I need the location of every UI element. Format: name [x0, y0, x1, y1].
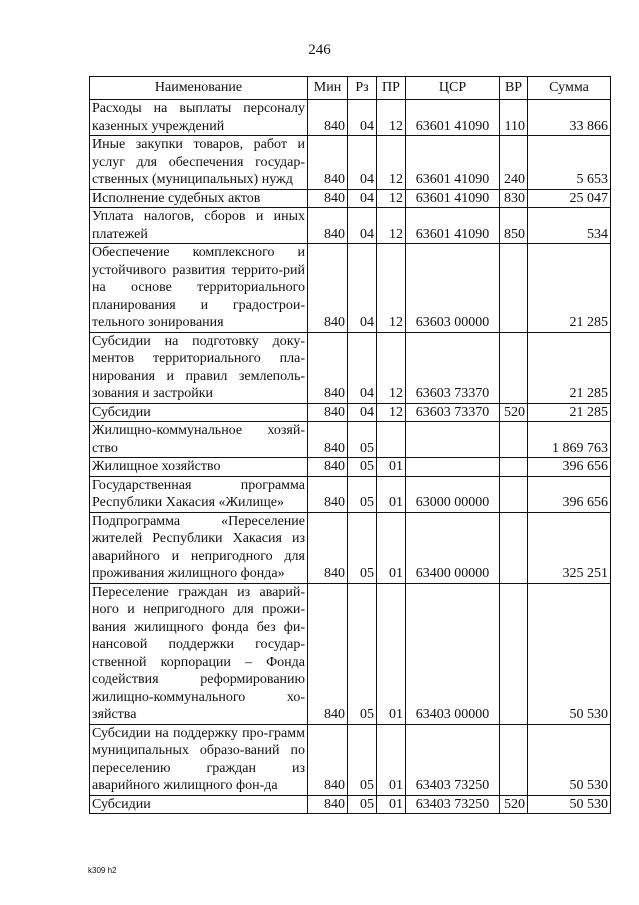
row-pr: 01	[377, 476, 406, 512]
row-csr: 63400 00000	[406, 512, 500, 583]
row-pr: 12	[377, 244, 406, 333]
row-pr: 01	[377, 458, 406, 477]
row-pr	[377, 422, 406, 458]
header-min: Мин	[308, 77, 348, 100]
header-name: Наименование	[90, 77, 308, 100]
row-min: 840	[308, 422, 348, 458]
row-pr: 12	[377, 208, 406, 244]
row-min: 840	[308, 100, 348, 136]
row-min: 840	[308, 724, 348, 795]
row-rz: 04	[348, 208, 377, 244]
row-name: Иные закупки товаров, работ и услуг для обеспечения государ-ственных (муниципальных) нужд	[90, 136, 308, 190]
row-rz: 05	[348, 795, 377, 814]
row-min: 840	[308, 403, 348, 422]
row-vr: 850	[500, 208, 528, 244]
row-vr	[500, 332, 528, 403]
row-vr	[500, 512, 528, 583]
page-number: 246	[308, 42, 331, 58]
row-vr	[500, 422, 528, 458]
row-pr: 01	[377, 724, 406, 795]
row-pr: 12	[377, 100, 406, 136]
table-row	[90, 422, 611, 458]
row-csr: 63603 73370	[406, 332, 500, 403]
row-rz: 05	[348, 583, 377, 724]
table-row	[90, 100, 611, 136]
row-vr: 520	[500, 403, 528, 422]
row-pr: 12	[377, 189, 406, 208]
row-pr: 12	[377, 332, 406, 403]
row-name: Жилищное хозяйство	[90, 458, 308, 477]
footer-code: k309 h2	[88, 866, 117, 875]
table-row	[90, 795, 611, 814]
header-sum: Сумма	[528, 77, 611, 100]
row-name: Расходы на выплаты персоналу казенных учреждений	[90, 100, 308, 136]
row-rz: 04	[348, 403, 377, 422]
table-header-row	[90, 77, 611, 100]
row-sum: 50 530	[528, 795, 611, 814]
table-row	[90, 208, 611, 244]
row-min: 840	[308, 795, 348, 814]
row-csr: 63601 41090	[406, 208, 500, 244]
row-sum: 396 656	[528, 476, 611, 512]
row-name: Уплата налогов, сборов и иных платежей	[90, 208, 308, 244]
row-sum: 1 869 763	[528, 422, 611, 458]
row-name: Исполнение судебных актов	[90, 189, 308, 208]
row-vr	[500, 724, 528, 795]
row-pr: 01	[377, 512, 406, 583]
row-name: Субсидии	[90, 795, 308, 814]
row-csr	[406, 458, 500, 477]
row-csr: 63601 41090	[406, 136, 500, 190]
row-sum: 21 285	[528, 403, 611, 422]
row-name: Подпрограмма «Переселение жителей Республики Хакасия из аварийного и непригодного для проживания жилищного фонда»	[90, 512, 308, 583]
header-vr: ВР	[500, 77, 528, 100]
row-min: 840	[308, 476, 348, 512]
row-sum: 534	[528, 208, 611, 244]
row-pr: 01	[377, 795, 406, 814]
row-csr: 63601 41090	[406, 189, 500, 208]
row-csr: 63403 73250	[406, 724, 500, 795]
table-row	[90, 476, 611, 512]
row-rz: 05	[348, 422, 377, 458]
row-csr	[406, 422, 500, 458]
row-min: 840	[308, 136, 348, 190]
row-rz: 04	[348, 332, 377, 403]
row-name: Жилищно-коммунальное хозяй-ство	[90, 422, 308, 458]
row-min: 840	[308, 189, 348, 208]
budget-table	[89, 76, 611, 814]
header-pr: ПР	[377, 77, 406, 100]
table-row	[90, 512, 611, 583]
row-vr: 240	[500, 136, 528, 190]
table-row	[90, 583, 611, 724]
row-rz: 04	[348, 189, 377, 208]
row-name: Субсидии на подготовку доку-ментов территориального пла-нирования и правил землеполь-зования и застройки	[90, 332, 308, 403]
row-sum: 5 653	[528, 136, 611, 190]
row-sum: 50 530	[528, 583, 611, 724]
row-rz: 04	[348, 100, 377, 136]
row-min: 840	[308, 583, 348, 724]
row-vr	[500, 476, 528, 512]
row-sum: 50 530	[528, 724, 611, 795]
row-rz: 04	[348, 136, 377, 190]
row-min: 840	[308, 244, 348, 333]
row-sum: 33 866	[528, 100, 611, 136]
row-min: 840	[308, 332, 348, 403]
row-csr: 63603 73370	[406, 403, 500, 422]
row-sum: 396 656	[528, 458, 611, 477]
row-sum: 25 047	[528, 189, 611, 208]
row-name: Субсидии на поддержку про-грамм муниципальных образо-ваний по переселению граждан из аварийного жилищного фон-да	[90, 724, 308, 795]
row-min: 840	[308, 208, 348, 244]
table-row	[90, 332, 611, 403]
table-row	[90, 244, 611, 333]
row-sum: 325 251	[528, 512, 611, 583]
row-vr: 520	[500, 795, 528, 814]
row-vr	[500, 458, 528, 477]
row-rz: 05	[348, 458, 377, 477]
row-csr: 63403 00000	[406, 583, 500, 724]
row-min: 840	[308, 512, 348, 583]
row-name: Государственная программа Республики Хакасия «Жилище»	[90, 476, 308, 512]
header-csr: ЦСР	[406, 77, 500, 100]
table-row	[90, 403, 611, 422]
row-vr	[500, 583, 528, 724]
row-pr: 01	[377, 583, 406, 724]
row-pr: 12	[377, 136, 406, 190]
table-row	[90, 136, 611, 190]
row-vr	[500, 244, 528, 333]
row-min: 840	[308, 458, 348, 477]
row-vr: 830	[500, 189, 528, 208]
row-pr: 12	[377, 403, 406, 422]
row-rz: 04	[348, 244, 377, 333]
table-row	[90, 458, 611, 477]
table-row	[90, 724, 611, 795]
row-csr: 63603 00000	[406, 244, 500, 333]
row-sum: 21 285	[528, 332, 611, 403]
row-name: Субсидии	[90, 403, 308, 422]
header-rz: Рз	[348, 77, 377, 100]
row-csr: 63601 41090	[406, 100, 500, 136]
table-row	[90, 189, 611, 208]
row-csr: 63403 73250	[406, 795, 500, 814]
row-vr: 110	[500, 100, 528, 136]
row-name: Переселение граждан из аварий-ного и непригодного для прожи-вания жилищного фонда без фи-нансовой поддержки государ-ственной корпорации – Фонда содействия реформированию жилищно-коммунального хо-зяйства	[90, 583, 308, 724]
row-rz: 05	[348, 476, 377, 512]
row-rz: 05	[348, 512, 377, 583]
row-csr: 63000 00000	[406, 476, 500, 512]
row-name: Обеспечение комплексного и устойчивого развития террито-рий на основе территориального планирования и градострои-тельного зонирования	[90, 244, 308, 333]
row-sum: 21 285	[528, 244, 611, 333]
row-rz: 05	[348, 724, 377, 795]
